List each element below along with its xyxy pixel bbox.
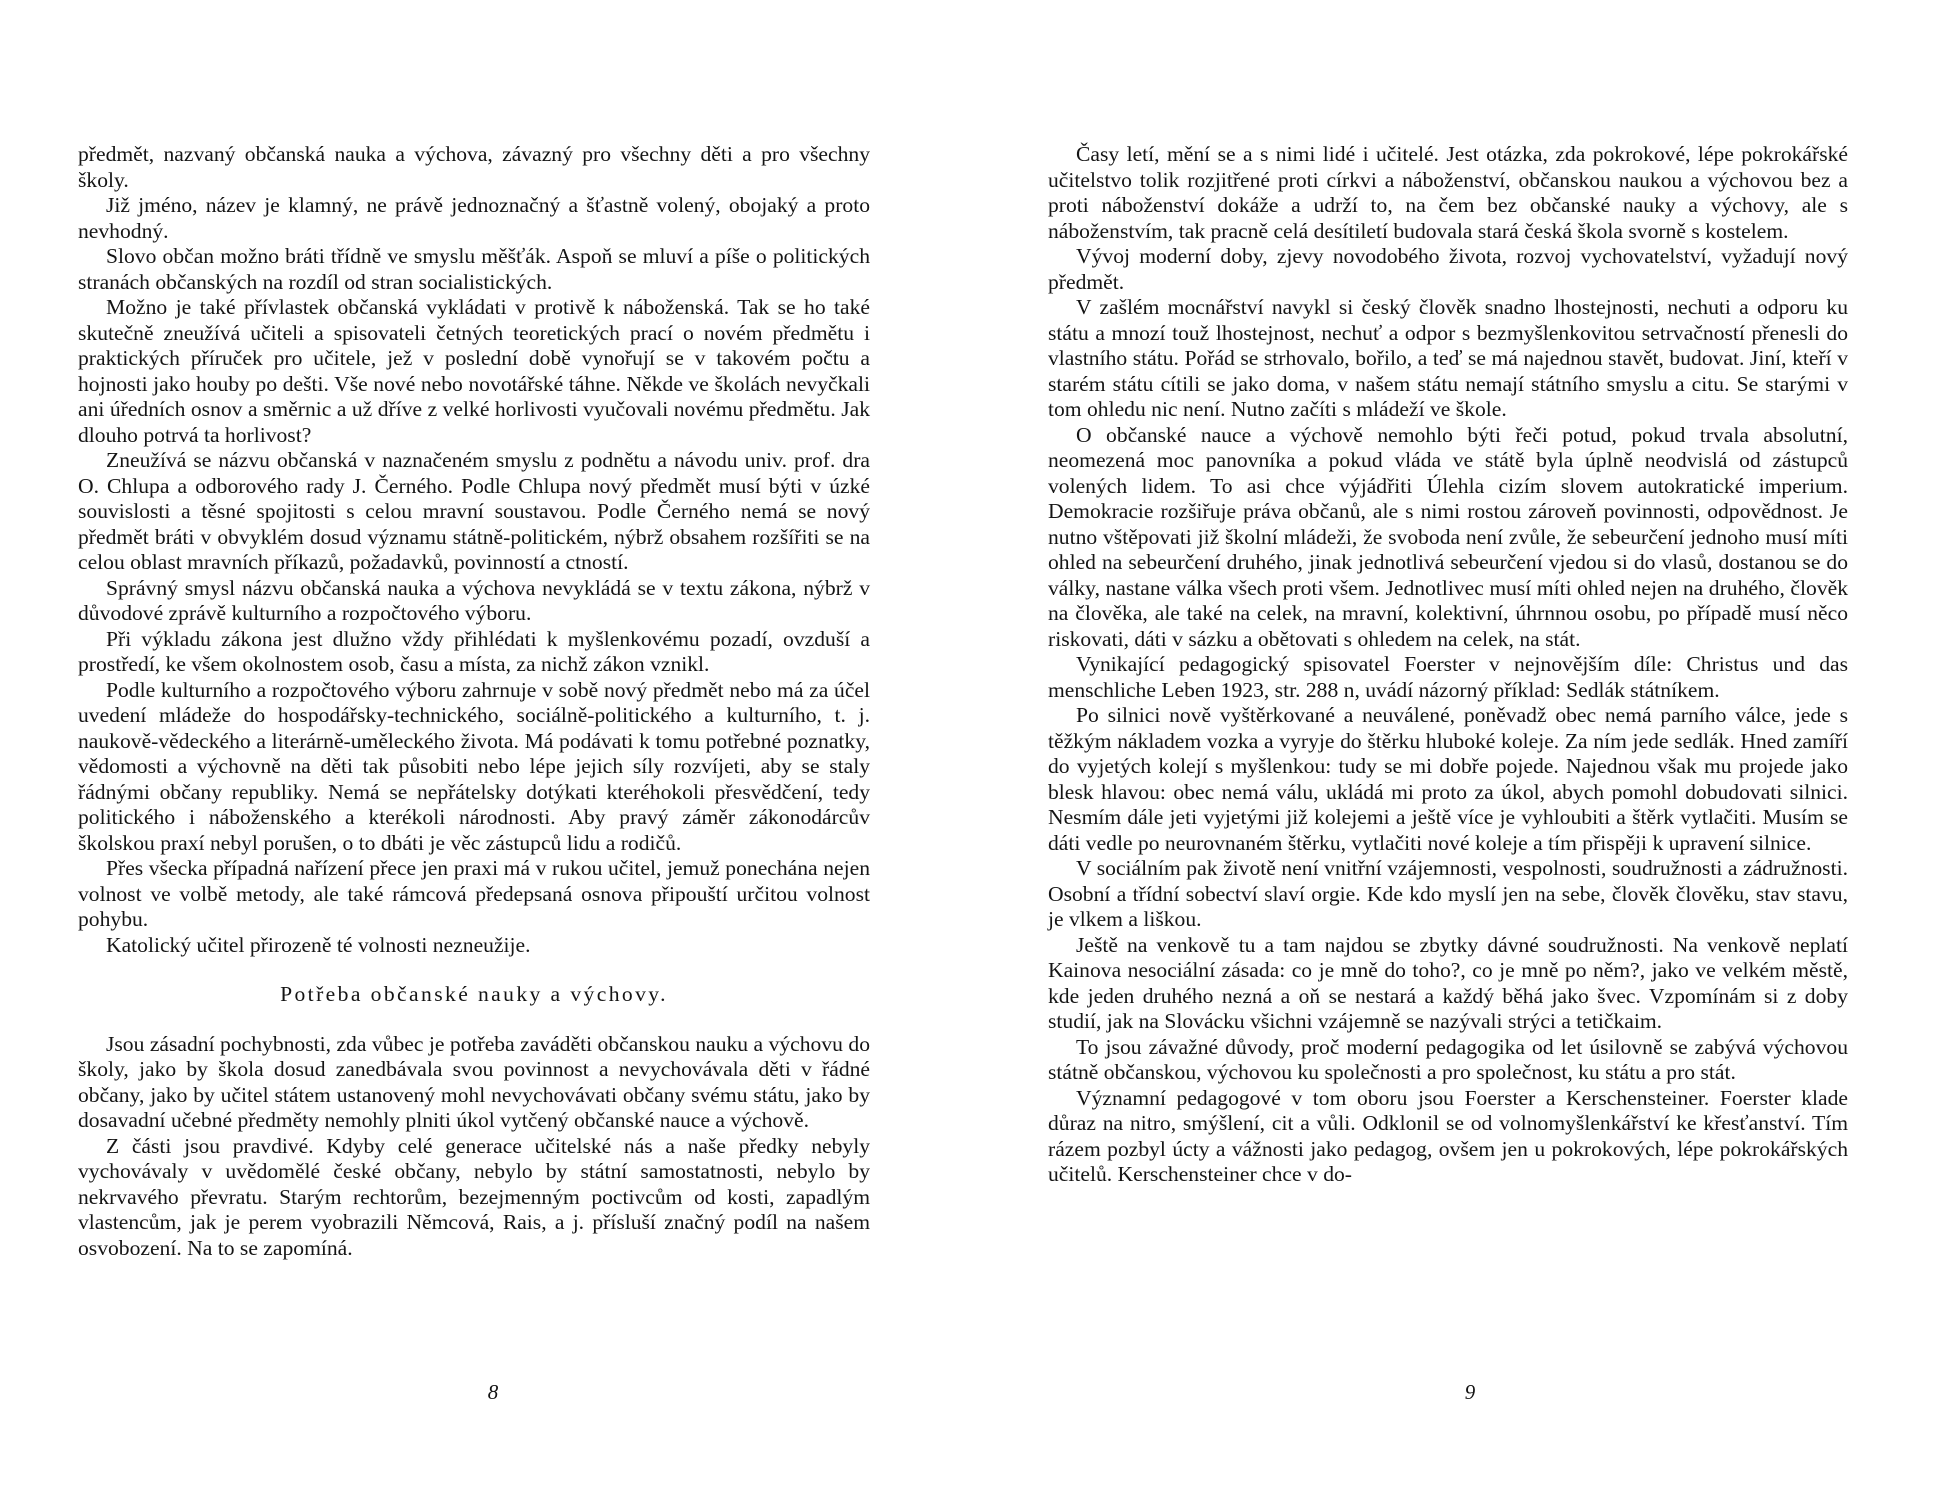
right-text-column — [1048, 142, 1848, 1188]
page-number: 8 — [487, 1380, 499, 1404]
paragraph: O občanské nauce a výchově nemohlo býti řeči potud, pokud trvala absolutní, neomezená moc panovníka a pokud vláda ve státě byla úplně neodvislá od zástupců volených lidem. To asi chce výjádřiti Úlehla cizím slovem autokratické imperium. Demokracie rozšiřuje práva občanů, ale s nimi rostou zároveň povinnosti, odpovědnost. Je nutno vštěpovati již školní mládeži, že svoboda není zvůle, že sebeurčení jednoho musí míti ohled na sebeurčení druhého, jinak jednotlivá sebeurčení vjedou si do vlasů, dostanou se do války, nastane válka všech proti všem. Jednotlivec musí míti ohled nejen na druhého, člověk na člověka, ale také na celek, na mravní, kolektivní, úhrnnou osobu, po případě musí něco riskovati, dáti v sázku a obětovati s ohledem na celek, na stát. — [1048, 422, 1848, 651]
page-number: 9 — [1464, 1380, 1476, 1404]
paragraph: Vývoj moderní doby, zjevy novodobého života, rozvoj vychovatelství, vyžadují nový předmět. — [1048, 244, 1848, 294]
paragraph: Vynikající pedagogický spisovatel Foerster v nejnovějším díle: Christus und das menschliche Leben 1923, str. 288 n, uvádí názorný příklad: Sedlák státníkem. — [1048, 652, 1848, 702]
paragraph: Při výkladu zákona jest dlužno vždy přihlédati k myšlenkovému pozadí, ovzduší a prostředí, ke všem okolnostem osob, času a místa, za nichž zákon vznikl. — [78, 626, 870, 676]
paragraph: To jsou závažné důvody, proč moderní pedagogika od let úsilovně se zabývá výchovou státně občanskou, výchovou ku společnosti a pro společnost, ku státu a pro stát. — [1048, 1034, 1848, 1084]
paragraph: Podle kulturního a rozpočtového výboru zahrnuje v sobě nový předmět nebo má za účel uvedení mládeže do hospodářsky-technického, sociálně-politického a kulturního, t. j. naukově-vědeckého a literárně-uměleckého života. Má podávati k tomu potřebné poznatky, vědomosti a výchovně na děti tak působiti nebo lépe jejich síly rozvíjeti, aby se staly řádnými občany republiky. Nemá se nepřátelsky dotýkati kteréhokoli přesvědčení, tedy politického i náboženského a kterékoli národnosti. Aby pravý záměr zákonodárcův školskou praxí nebyl porušen, o to dbáti je věc zástupců lidu a rodičů. — [78, 677, 870, 855]
paragraph: předmět, nazvaný občanská nauka a výchova, závazný pro všechny děti a pro všechny školy. — [78, 142, 870, 192]
left-text-column — [78, 142, 870, 1261]
paragraph: Správný smysl názvu občanská nauka a výchova nevykládá se v textu zákona, nýbrž v důvodové zprávě kulturního a rozpočtového výboru. — [78, 575, 870, 625]
paragraph: Možno je také přívlastek občanská vykládati v protivě k náboženská. Tak se ho také skutečně zneužívá učiteli a spisovateli četných teoretických prací o novém předmětu i praktických příruček pro učitele, jež v poslední době vynořují se v takovém počtu a hojnosti jako houby po dešti. Vše nové nebo novotářské táhne. Někde ve školách nevyčkali ani úředních osnov a směrnic a už dříve z velké horlivosti vyučovali novému předmětu. Jak dlouho potrvá ta horlivost? — [78, 295, 870, 447]
paragraph: Z části jsou pravdivé. Kdyby celé generace učitelské nás a naše předky nebyly vychovávaly v uvědomělé české občany, nebylo by státní samostatnosti, nebylo by nekrvavého převratu. Starým rechtorům, bezejmenným poctivcům od kosti, zapadlým vlastencům, jak je perem vyobrazili Němcová, Rais, a j. přísluší značný podíl na našem osvobození. Na to se zapomíná. — [78, 1133, 870, 1260]
paragraph: Slovo občan možno bráti třídně ve smyslu měšťák. Aspoň se mluví a píše o politických stranách občanských na rozdíl od stran socialistických. — [78, 244, 870, 294]
paragraph: Významní pedagogové v tom oboru jsou Foerster a Kerschensteiner. Foerster klade důraz na nitro, smýšlení, cit a vůli. Odklonil se od volnomyšlenkářství ke křesťanství. Tím rázem pozbyl úcty a vážnosti jako pedagog, ovšem jen u pokrokových, lépe pokrokářských učitelů. Kerschensteiner chce v do- — [1048, 1085, 1848, 1186]
paragraph: Po silnici nově vyštěrkované a neuválené, poněvadž obec nemá parního válce, jede s těžkým nákladem vozka a vyryje do štěrku hluboké koleje. Za ním jede sedlák. Hned zamíří do vyjetých kolejí s myšlenkou: tudy se mi dobře pojede. Najednou však mu projede jako blesk hlavou: obec nemá válu, ukládá mi proto za úkol, abych pomohl dobudovati silnici. Nesmím dále jeti vyjetými již kolejemi a ještě více je vyhloubiti a štěrk vytlačiti. Musím se dáti vedle po neurovnaném štěrku, vytlačiti nové koleje a tím přispěji k upravení silnice. — [1048, 703, 1848, 855]
paragraph: Přes všecka případná nařízení přece jen praxi má v rukou učitel, jemuž ponechána nejen volnost ve volbě metody, ale také rámcová předepsaná osnova připouští určitou volnost pohybu. — [78, 856, 870, 931]
right-page — [974, 0, 1948, 1500]
paragraph: Již jméno, název je klamný, ne právě jednoznačný a šťastně volený, obojaký a proto nevhodný. — [78, 193, 870, 243]
paragraph: Katolický učitel přirozeně té volnosti nezneužije. — [106, 932, 531, 957]
paragraph: Ještě na venkově tu a tam najdou se zbytky dávné soudružnosti. Na venkově neplatí Kainova nesociální zásada: co je mně do toho?, co je mně po něm?, jako ve velkém městě, kde jeden druhého nezná a oň se nestará a každý běhá jako švec. Vzpomínám si z doby studií, jak na Slovácku všichni vzájemně se nazývali strýci a tetičkaim. — [1048, 932, 1848, 1033]
paragraph: Zneužívá se názvu občanská v naznačeném smyslu z podnětu a návodu univ. prof. dra O. Chlupa a odborového rady J. Černého. Podle Chlupa nový předmět musí býti v úzké souvislosti a těsné spojitosti s celou mravní soustavou. Podle Černého nemá se nový předmět bráti v obvyklém dosud významu státně-politickém, nýbrž obsahem rozšířiti se na celou oblast mravních příkazů, požadavků, povinností a ctností. — [78, 448, 870, 574]
paragraph: Časy letí, mění se a s nimi lidé i učitelé. Jest otázka, zda pokrokové, lépe pokrokářské učitelstvo tolik rozjitřené proti církvi a náboženství, občanskou naukou a výchovou bez a proti náboženství dokáže a udrží to, na čem bez občanské nauky a výchovy, ale s náboženstvím, tak pracně celá desítiletí budovala stará česká škola svorně s kostelem. — [1048, 142, 1848, 243]
paragraph: V zašlém mocnářství navykl si český člověk snadno lhostejnosti, nechuti a odporu ku státu a mnozí touž lhostejnost, nechuť a odpor s bezmyšlenkovitou setrvačností přenesli do vlastního státu. Pořád se strhovalo, bořilo, a teď se má najednou stavět, budovat. Jiní, kteří v starém státu cítili se jako doma, v našem státu nemají státního smyslu a citu. Se starými v tom ohledu nic není. Nutno začíti s mládeží ve škole. — [1048, 295, 1848, 421]
paragraph: V sociálním pak životě není vnitřní vzájemnosti, vespolnosti, soudružnosti a zádružnosti. Osobní a třídní sobectví slaví orgie. Kde kdo myslí jen na sebe, člověk člověku, stav stavu, je vlkem a liškou. — [1048, 856, 1848, 931]
paragraph: Jsou zásadní pochybnosti, zda vůbec je potřeba zaváděti občanskou nauku a výchovu do školy, jako by škola dosud zanedbávala svou povinnost a nevychovávala děti v řádné občany, jako by učitel státem ustanovený mohl nevychovávati občany svému státu, jako by dosavadní učebné předměty nemohly plniti úkol vytčený občanské nauce a výchově. — [78, 1031, 870, 1132]
section-heading: Potřeba občanské nauky a výchovy. — [280, 982, 668, 1006]
